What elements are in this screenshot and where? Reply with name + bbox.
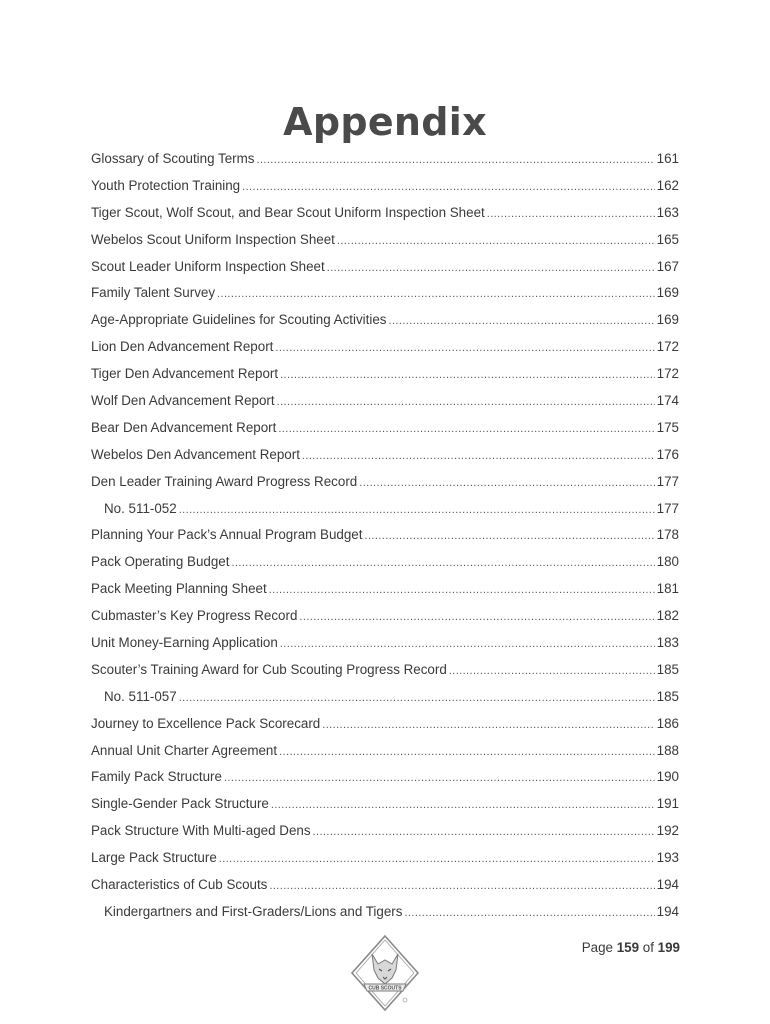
toc-dot-leader: [327, 255, 655, 282]
toc-entry-label: Planning Your Pack’s Annual Program Budget: [91, 527, 363, 543]
toc-entry-page: 183: [656, 635, 679, 651]
toc-entry[interactable]: [91, 496, 679, 523]
toc-entry[interactable]: [91, 200, 679, 227]
toc-dot-leader: [280, 631, 655, 658]
page-prefix: Page: [581, 940, 617, 955]
page-title: Appendix: [283, 100, 487, 144]
toc-entry-label: Bear Den Advancement Report: [91, 419, 277, 435]
toc-dot-leader: [364, 523, 654, 550]
toc-entry[interactable]: [91, 388, 679, 415]
logo-text: CUB SCOUTS: [368, 985, 402, 992]
toc-dot-leader: [217, 281, 655, 308]
toc-entry-label: Scouter’s Training Award for Cub Scouting Progress Record: [91, 661, 447, 677]
toc-entry-page: 194: [656, 903, 679, 919]
toc-entry[interactable]: [91, 791, 679, 818]
toc-dot-leader: [322, 712, 654, 739]
toc-dot-leader: [279, 739, 655, 766]
toc-entry-label: Cubmaster’s Key Progress Record: [91, 608, 298, 624]
toc-entry[interactable]: [91, 549, 679, 576]
toc-entry-page: 186: [656, 715, 679, 731]
total-pages-number: 199: [657, 940, 680, 955]
toc-entry[interactable]: [91, 872, 679, 899]
toc-dot-leader: [389, 308, 655, 335]
toc-entry[interactable]: [91, 173, 679, 200]
toc-entry-label: No. 511-057: [104, 688, 177, 704]
toc-entry-label: Pack Meeting Planning Sheet: [91, 581, 267, 597]
page-number-footer: [582, 940, 680, 955]
toc-dot-leader: [313, 819, 655, 846]
toc-entry-label: Annual Unit Charter Agreement: [91, 742, 278, 758]
toc-entry[interactable]: [91, 307, 679, 334]
toc-entry[interactable]: [91, 522, 679, 549]
toc-entry-label: Webelos Den Advancement Report: [91, 446, 300, 462]
toc-dot-leader: [179, 685, 655, 712]
toc-entry-page: 163: [656, 204, 679, 220]
toc-entry-page: 188: [656, 742, 679, 758]
toc-entry[interactable]: [91, 603, 679, 630]
toc-entry[interactable]: [91, 711, 679, 738]
toc-entry-label: Journey to Excellence Pack Scorecard: [91, 715, 321, 731]
toc-entry-label: Tiger Den Advancement Report: [91, 366, 279, 382]
toc-entry[interactable]: [91, 630, 679, 657]
toc-entry-page: 181: [656, 581, 679, 597]
toc-entry-label: Pack Operating Budget: [91, 554, 230, 570]
toc-dot-leader: [404, 900, 654, 927]
toc-dot-leader: [359, 470, 654, 497]
toc-entry-label: Scout Leader Uniform Inspection Sheet: [91, 258, 325, 274]
toc-entry-page: 194: [656, 877, 679, 893]
toc-entry[interactable]: [91, 818, 679, 845]
toc-entry-page: 177: [656, 500, 679, 516]
toc-dot-leader: [256, 147, 654, 174]
cub-scouts-emblem-icon: [350, 934, 420, 1012]
toc-entry-page: 185: [656, 661, 679, 677]
toc-dot-leader: [219, 846, 655, 873]
toc-dot-leader: [277, 389, 655, 416]
toc-entry-label: No. 511-052: [104, 500, 177, 516]
toc-entry[interactable]: [91, 738, 679, 765]
toc-entry-page: 165: [656, 231, 679, 247]
toc-entry-page: 192: [656, 823, 679, 839]
toc-entry[interactable]: [91, 415, 679, 442]
toc-entry[interactable]: [91, 442, 679, 469]
toc-dot-leader: [269, 873, 654, 900]
toc-entry-page: 177: [656, 473, 679, 489]
toc-entry-label: Pack Structure With Multi-aged Dens: [91, 823, 311, 839]
toc-entry[interactable]: [91, 845, 679, 872]
toc-entry-label: Glossary of Scouting Terms: [91, 151, 255, 166]
toc-entry-label: Unit Money-Earning Application: [91, 635, 278, 651]
toc-entry-page: 178: [656, 527, 679, 543]
toc-entry-page: 174: [656, 393, 679, 409]
toc-entry[interactable]: [91, 254, 679, 281]
toc-dot-leader: [280, 362, 655, 389]
toc-entry[interactable]: [91, 576, 679, 603]
toc-entry-page: 172: [656, 339, 679, 355]
toc-dot-leader: [271, 792, 655, 819]
toc-dot-leader: [242, 174, 655, 201]
toc-entry-label: Kindergartners and First-Graders/Lions and Tigers: [104, 903, 403, 919]
toc-entry[interactable]: [91, 684, 679, 711]
toc-entry[interactable]: [91, 657, 679, 684]
toc-dot-leader: [302, 443, 655, 470]
toc-dot-leader: [487, 201, 655, 228]
toc-entry[interactable]: [91, 361, 679, 388]
toc-entry-page: 167: [656, 258, 679, 274]
toc-entry[interactable]: [91, 764, 679, 791]
toc-entry-page: 182: [656, 608, 679, 624]
toc-entry-label: Age-Appropriate Guidelines for Scouting Activities: [91, 312, 387, 328]
toc-dot-leader: [224, 765, 655, 792]
current-page-number: 159: [616, 940, 640, 955]
toc-entry[interactable]: [91, 146, 679, 173]
toc-dot-leader: [449, 658, 655, 685]
toc-entry-label: Lion Den Advancement Report: [91, 339, 274, 355]
toc-dot-leader: [179, 497, 655, 524]
toc-entry[interactable]: [91, 227, 679, 254]
toc-entry[interactable]: [91, 899, 679, 926]
toc-entry-label: Family Pack Structure: [91, 769, 222, 785]
of-word: of: [639, 940, 658, 955]
toc-entry-page: 193: [656, 850, 679, 866]
toc-dot-leader: [275, 335, 654, 362]
toc-dot-leader: [269, 577, 655, 604]
table-of-contents: [91, 146, 679, 926]
toc-entry[interactable]: [91, 469, 679, 496]
toc-entry-page: 161: [656, 151, 679, 166]
toc-dot-leader: [337, 228, 655, 255]
toc-entry-page: 175: [656, 419, 679, 435]
toc-entry-label: Webelos Scout Uniform Inspection Sheet: [91, 231, 335, 247]
toc-dot-leader: [278, 416, 654, 443]
toc-entry-page: 172: [656, 366, 679, 382]
toc-entry-page: 185: [656, 688, 679, 704]
toc-dot-leader: [299, 604, 654, 631]
toc-entry[interactable]: [91, 334, 679, 361]
toc-entry[interactable]: [91, 280, 679, 307]
toc-entry-label: Den Leader Training Award Progress Record: [91, 473, 358, 489]
toc-entry-page: 191: [656, 796, 679, 812]
toc-entry-label: Single-Gender Pack Structure: [91, 796, 269, 812]
toc-entry-page: 190: [656, 769, 679, 785]
toc-entry-label: Characteristics of Cub Scouts: [91, 877, 268, 893]
toc-entry-page: 169: [656, 285, 679, 301]
toc-dot-leader: [231, 550, 654, 577]
toc-entry-label: Wolf Den Advancement Report: [91, 393, 275, 409]
toc-entry-label: Family Talent Survey: [91, 285, 216, 301]
toc-entry-page: 169: [656, 312, 679, 328]
toc-entry-page: 162: [656, 177, 679, 193]
toc-entry-page: 176: [656, 446, 679, 462]
toc-entry-label: Large Pack Structure: [91, 850, 217, 866]
toc-entry-label: Tiger Scout, Wolf Scout, and Bear Scout Uniform Inspection Sheet: [91, 204, 485, 220]
toc-entry-label: Youth Protection Training: [91, 177, 241, 193]
toc-entry-page: 180: [656, 554, 679, 570]
